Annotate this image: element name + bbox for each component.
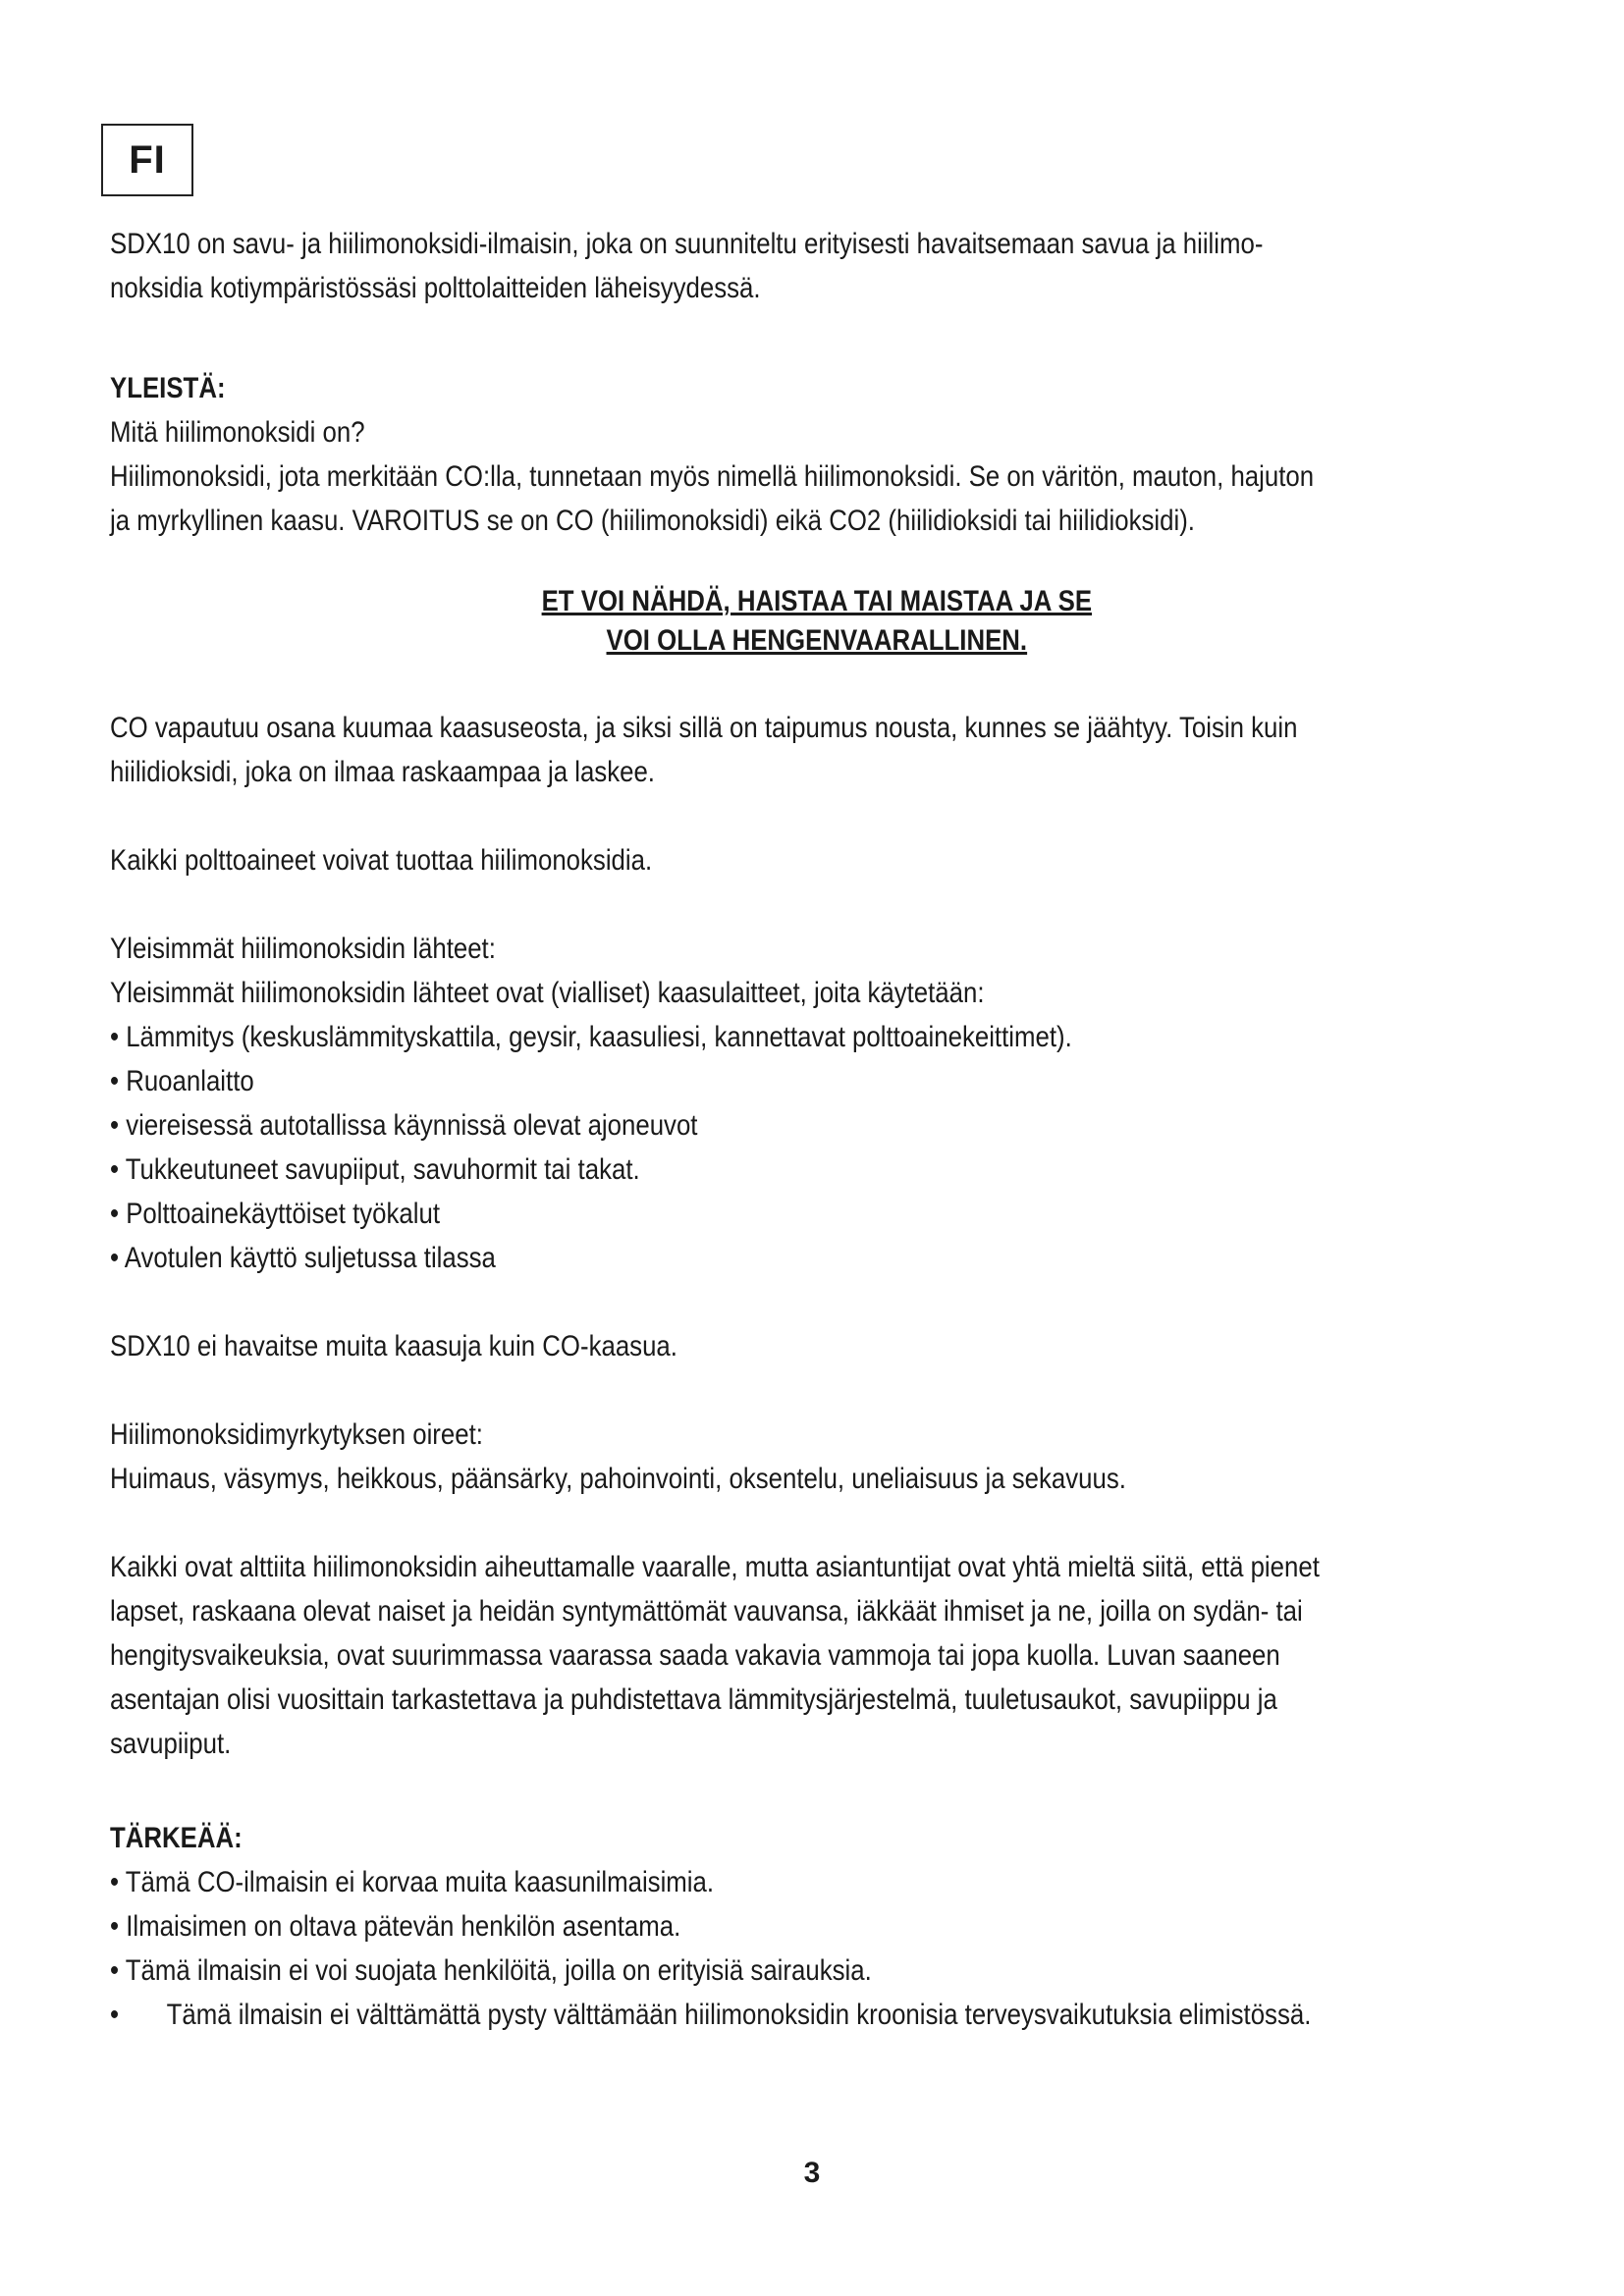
- warning-line-2: VOI OLLA HENGENVAARALLINEN.: [606, 624, 1028, 657]
- important-item-last-text: Tämä ilmaisin ei välttämättä pysty välttämään hiilimonoksidin kroonisia terveysvaikutuksia elimistössä.: [166, 1999, 1312, 2031]
- symptoms-text: Huimaus, väsymys, heikkous, päänsärky, pahoinvointi, oksentelu, uneliaisuus ja sekavuus.: [110, 1463, 1126, 1495]
- co-release-line-2: hiilidioksidi, joka on ilmaa raskaampaa ja laskee.: [110, 756, 655, 788]
- risk-line-2: lapset, raskaana olevat naiset ja heidän syntymättömät vauvansa, iäkkäät ihmiset ja ne, joilla on sydän- tai: [110, 1595, 1303, 1628]
- general-answer-line-1: Hiilimonoksidi, jota merkitään CO:lla, tunnetaan myös nimellä hiilimonoksidi. Se on väritön, mauton, hajuton: [110, 460, 1315, 493]
- all-fuels-text: Kaikki polttoaineet voivat tuottaa hiilimonoksidia.: [110, 844, 653, 877]
- intro-line-1: SDX10 on savu- ja hiilimonoksidi-ilmaisin, joka on suunniteltu erityisesti havaitsemaan savua ja hiilimo-: [110, 228, 1264, 260]
- risk-line-5: savupiiput.: [110, 1728, 232, 1760]
- sources-item: • Polttoainekäyttöiset työkalut: [110, 1198, 441, 1230]
- document-body: [110, 222, 1524, 2037]
- language-badge: FI: [101, 124, 193, 196]
- warning-line-1: ET VOI NÄHDÄ, HAISTAA TAI MAISTAA JA SE: [541, 585, 1093, 617]
- co-release-line-1: CO vapautuu osana kuumaa kaasuseosta, ja siksi sillä on taipumus nousta, kunnes se jäähtyy. Toisin kuin: [110, 712, 1298, 744]
- symptoms-title: Hiilimonoksidimyrkytyksen oireet:: [110, 1418, 483, 1451]
- important-item: • Ilmaisimen on oltava pätevän henkilön asentama.: [110, 1910, 681, 1943]
- general-heading: YLEISTÄ:: [110, 372, 226, 404]
- warning-block: [110, 582, 1524, 661]
- page-number: 3: [803, 2157, 821, 2189]
- risk-line-4: asentajan olisi vuosittain tarkastettava ja puhdistettava lämmitysjärjestelmä, tuuletusaukot, savupiippu ja: [110, 1683, 1277, 1716]
- sources-item: • Avotulen käyttö suljetussa tilassa: [110, 1242, 496, 1274]
- sources-title: Yleisimmät hiilimonoksidin lähteet:: [110, 933, 496, 965]
- important-item: • Tämä CO-ilmaisin ei korvaa muita kaasunilmaisimia.: [110, 1866, 715, 1898]
- intro-line-2: noksidia kotiympäristössäsi polttolaitteiden läheisyydessä.: [110, 272, 761, 304]
- general-question: Mitä hiilimonoksidi on?: [110, 416, 365, 449]
- important-heading: TÄRKEÄÄ:: [110, 1822, 243, 1854]
- important-item: • Tämä ilmaisin ei voi suojata henkilöitä, joilla on erityisiä sairauksia.: [110, 1954, 872, 1987]
- only-co-text: SDX10 ei havaitse muita kaasuja kuin CO-kaasua.: [110, 1330, 677, 1362]
- bullet: •: [110, 1999, 120, 2031]
- important-item-last: [110, 1993, 1524, 2037]
- risk-line-1: Kaikki ovat alttiita hiilimonoksidin aiheuttamalle vaaralle, mutta asiantuntijat ovat yhtä mieltä siitä, että pienet: [110, 1551, 1320, 1583]
- sources-item: • Tukkeutuneet savupiiput, savuhormit tai takat.: [110, 1153, 640, 1186]
- risk-line-3: hengitysvaikeuksia, ovat suurimmassa vaarassa saada vakavia vammoja tai jopa kuolla. Luvan saaneen: [110, 1639, 1280, 1672]
- sources-intro: Yleisimmät hiilimonoksidin lähteet ovat (vialliset) kaasulaitteet, joita käytetään:: [110, 977, 985, 1009]
- general-answer-line-2: ja myrkyllinen kaasu. VAROITUS se on CO (hiilimonoksidi) eikä CO2 (hiilidioksidi tai hiilidioksidi).: [110, 505, 1195, 537]
- sources-item: • viereisessä autotallissa käynnissä olevat ajoneuvot: [110, 1109, 698, 1142]
- sources-item: • Ruoanlaitto: [110, 1065, 254, 1097]
- sources-item: • Lämmitys (keskuslämmityskattila, geysir, kaasuliesi, kannettavat polttoainekeittimet).: [110, 1021, 1072, 1053]
